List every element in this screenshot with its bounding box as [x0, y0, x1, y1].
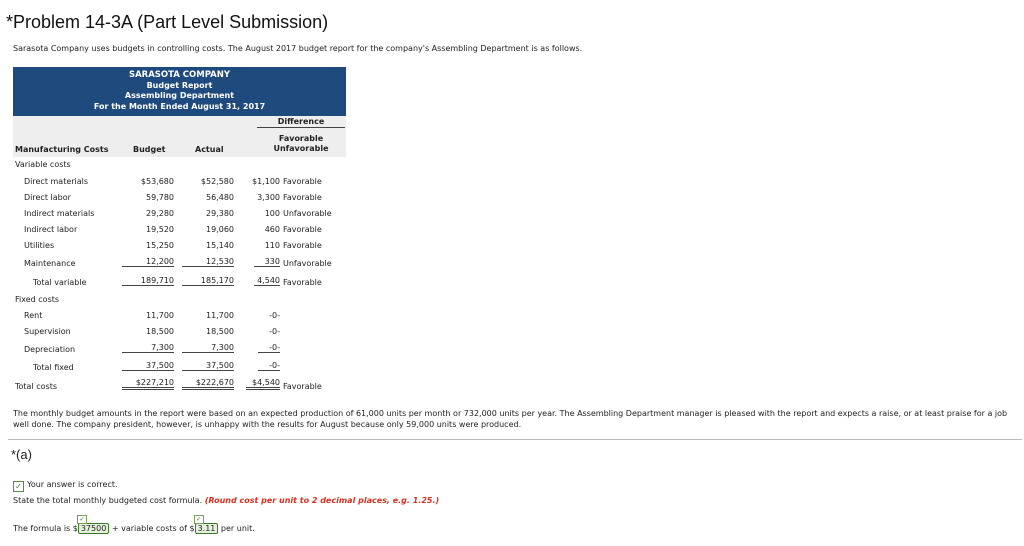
problem-paragraph: The monthly budget amounts in the report were based on an expected production of 61,000 units per month or 732,000 units per year. The Assembling Department manager is pleased with the report and expects a raise, or at least praise for a job well done. The company president, however, is unhappy with the results for August because only 59,000 units were produced. [13, 409, 1008, 429]
row-diff: $1,100 [252, 177, 280, 186]
row-diff: 4,540 [254, 276, 280, 286]
row-actual: $52,580 [200, 177, 234, 186]
row-diff: 460 [264, 225, 280, 234]
row-name: Direct labor [24, 193, 71, 202]
row-diff: -0- [258, 343, 280, 353]
row-fav: Unfavorable [283, 259, 332, 268]
row-diff: -0- [258, 361, 280, 371]
row-actual: $222,670 [182, 378, 234, 390]
row-name: Total costs [15, 382, 57, 391]
variable-rate-answer[interactable] [195, 516, 219, 534]
row-name: Indirect labor [24, 225, 78, 234]
row-name: Utilities [24, 241, 55, 250]
row-fav: Favorable [283, 241, 322, 250]
row-budget: 7,300 [122, 343, 174, 353]
row-actual: 29,380 [206, 209, 234, 218]
row-name: Maintenance [24, 259, 76, 268]
fixed-cost-value: 37500 [80, 524, 107, 533]
instruction-hint: (Round cost per unit to 2 decimal places, e.g. 1.25.) [204, 496, 440, 505]
row-budget: 15,250 [146, 241, 174, 250]
intro-text: Sarasota Company uses budgets in controlling costs. The August 2017 budget report for the company's Assembling Department is as follows. [13, 44, 583, 53]
difference-label: Difference [277, 117, 325, 126]
fixed-costs-label: Fixed costs [15, 295, 60, 304]
row-diff: -0- [269, 327, 280, 336]
instruction-text: State the total monthly budgeted cost formula. [13, 496, 203, 505]
instruction [13, 496, 439, 505]
row-diff: 3,300 [257, 193, 280, 202]
correct-text: Your answer is correct. [27, 480, 118, 489]
row-fav: Favorable [283, 382, 322, 391]
row-budget: 11,700 [146, 311, 174, 320]
formula-middle: + variable costs of $ [111, 524, 195, 533]
row-diff: $4,540 [246, 378, 280, 390]
company-name: SARASOTA COMPANY [128, 70, 231, 80]
row-name: Supervision [24, 327, 71, 336]
row-actual: 15,140 [206, 241, 234, 250]
section-divider [8, 439, 1022, 440]
row-actual: 56,480 [206, 193, 234, 202]
row-diff: -0- [269, 311, 280, 320]
row-fav: Unfavorable [283, 209, 332, 218]
row-budget: 19,520 [146, 225, 174, 234]
report-header [13, 67, 346, 116]
formula-line [13, 516, 255, 534]
row-name: Total fixed [33, 363, 74, 372]
row-budget: 18,500 [146, 327, 174, 336]
report-name: Budget Report [146, 80, 213, 90]
row-actual: 11,700 [206, 311, 234, 320]
part-label: *(a) [11, 447, 32, 462]
row-budget: 29,280 [146, 209, 174, 218]
row-fav: Favorable [283, 225, 322, 234]
row-actual: 37,500 [182, 361, 234, 371]
row-budget: 12,200 [122, 257, 174, 267]
row-name: Indirect materials [24, 209, 95, 218]
row-budget: $53,680 [140, 177, 174, 186]
correct-message [13, 480, 118, 492]
formula-suffix: per unit. [220, 524, 255, 533]
row-name: Depreciation [24, 345, 76, 354]
check-icon: ✓ [194, 515, 204, 524]
variable-costs-label: Variable costs [15, 160, 71, 169]
variable-rate-value: 3.11 [197, 524, 216, 533]
row-actual: 7,300 [182, 343, 234, 353]
col-budget-header: Budget [133, 145, 166, 154]
row-actual: 18,500 [206, 327, 234, 336]
row-actual: 12,530 [182, 257, 234, 267]
report-period: For the Month Ended August 31, 2017 [93, 101, 266, 111]
fixed-cost-answer[interactable] [78, 516, 109, 534]
row-diff: 100 [264, 209, 280, 218]
row-budget: $227,210 [122, 378, 174, 390]
row-budget: 37,500 [122, 361, 174, 371]
favorable-label: Favorable [278, 134, 324, 143]
col-actual-header: Actual [195, 145, 224, 154]
unfavorable-label: Unfavorable [273, 144, 329, 153]
row-diff: 330 [254, 257, 280, 267]
row-actual: 185,170 [182, 276, 234, 286]
row-name: Total variable [33, 278, 87, 287]
difference-rule [257, 127, 345, 128]
formula-prefix: The formula is $ [13, 524, 78, 533]
row-fav: Favorable [283, 177, 322, 186]
row-budget: 189,710 [122, 276, 174, 286]
row-name: Rent [24, 311, 43, 320]
row-fav: Favorable [283, 278, 322, 287]
department-name: Assembling Department [124, 91, 235, 100]
page-title: *Problem 14-3A (Part Level Submission) [6, 12, 329, 32]
row-diff: 110 [264, 241, 280, 250]
row-actual: 19,060 [206, 225, 234, 234]
row-fav: Favorable [283, 193, 322, 202]
check-icon: ✓ [77, 515, 87, 524]
row-budget: 59,780 [146, 193, 174, 202]
check-icon: ✓ [13, 481, 24, 492]
col-costs-header: Manufacturing Costs [15, 145, 109, 154]
row-name: Direct materials [24, 177, 89, 186]
